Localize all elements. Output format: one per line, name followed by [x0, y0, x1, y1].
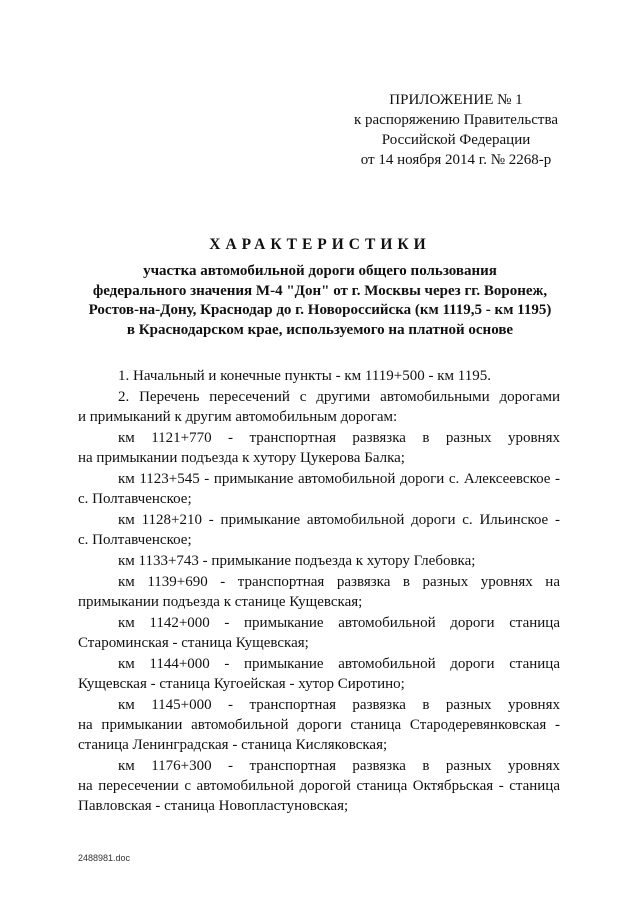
- appendix-date: от 14 ноября 2014 г. № 2268-р: [360, 152, 552, 168]
- paragraph: [78, 572, 560, 612]
- appendix-reference: к распоряжению Правительства: [353, 112, 558, 128]
- paragraph-first-line: км 1123+545 - примыкание автомобильной дороги с. Алексеевское -: [118, 471, 560, 487]
- subtitle-line: федерального значения М-4 "Дон" от г. Москвы через гг. Воронеж,: [92, 282, 548, 299]
- appendix-header: [336, 90, 576, 170]
- paragraph-continuation: на пересечении с автомобильной дорогой станица Октябрьская - станица: [78, 778, 560, 794]
- paragraph: [78, 366, 560, 386]
- paragraph-continuation: станица Ленинградская - станица Кисляковская;: [78, 737, 388, 753]
- paragraph-continuation: Староминская - станица Кущевская;: [78, 635, 309, 651]
- paragraph-first-line: км 1133+743 - примыкание подъезда к хутору Глебовка;: [118, 553, 476, 569]
- document-title: ХАРАКТЕРИСТИКИ: [209, 236, 431, 253]
- paragraph: [78, 510, 560, 550]
- paragraph: [78, 613, 560, 653]
- paragraph: [78, 469, 560, 509]
- document-body: [78, 366, 560, 817]
- paragraph: [78, 695, 560, 755]
- paragraph-first-line: км 1145+000 - транспортная развязка в разных уровнях: [118, 697, 560, 713]
- paragraph: [78, 428, 560, 468]
- document-subtitle: [60, 262, 580, 340]
- paragraph-first-line: 2. Перечень пересечений с другими автомобильными дорогами: [118, 389, 560, 405]
- paragraph-first-line: км 1139+690 - транспортная развязка в разных уровнях на: [118, 574, 560, 590]
- subtitle-line: в Краснодарском крае, используемого на платной основе: [126, 321, 514, 338]
- paragraph-first-line: км 1142+000 - примыкание автомобильной дороги станица: [118, 615, 560, 631]
- paragraph-first-line: км 1176+300 - транспортная развязка в разных уровнях: [118, 758, 560, 774]
- paragraph-first-line: км 1144+000 - примыкание автомобильной дороги станица: [118, 656, 560, 672]
- paragraph-continuation: с. Полтавченское;: [78, 532, 192, 548]
- appendix-government: Российской Федерации: [381, 132, 531, 148]
- appendix-number: ПРИЛОЖЕНИЕ № 1: [389, 92, 523, 108]
- paragraph-first-line: км 1128+210 - примыкание автомобильной дороги с. Ильинское -: [118, 512, 560, 528]
- paragraph-first-line: км 1121+770 - транспортная развязка в разных уровнях: [118, 430, 560, 446]
- paragraph-continuation: Павловская - станица Новопластуновская;: [78, 798, 349, 814]
- subtitle-line: Ростов-на-Дону, Краснодар до г. Новороссийска (км 1119,5 - км 1195): [88, 302, 552, 318]
- paragraph: [78, 551, 560, 571]
- paragraph: [78, 654, 560, 694]
- file-name-footer: 2488981.doc: [78, 853, 131, 863]
- paragraph-continuation: Кущевская - станица Кугоейская - хутор Сиротино;: [78, 676, 405, 692]
- paragraph: [78, 387, 560, 427]
- paragraph-continuation: на примыкании автомобильной дороги станица Стародеревянковская -: [78, 717, 560, 733]
- paragraph-first-line: 1. Начальный и конечные пункты - км 1119+500 - км 1195.: [118, 368, 491, 384]
- paragraph-continuation: с. Полтавченское;: [78, 491, 192, 507]
- paragraph-continuation: и примыканий к другим автомобильным дорогам:: [78, 409, 398, 425]
- paragraph-continuation: на примыкании подъезда к хутору Цукерова Балка;: [78, 450, 405, 466]
- subtitle-line: участка автомобильной дороги общего пользования: [143, 263, 497, 279]
- paragraph-continuation: примыкании подъезда к станице Кущевская;: [78, 594, 363, 610]
- paragraph: [78, 756, 560, 816]
